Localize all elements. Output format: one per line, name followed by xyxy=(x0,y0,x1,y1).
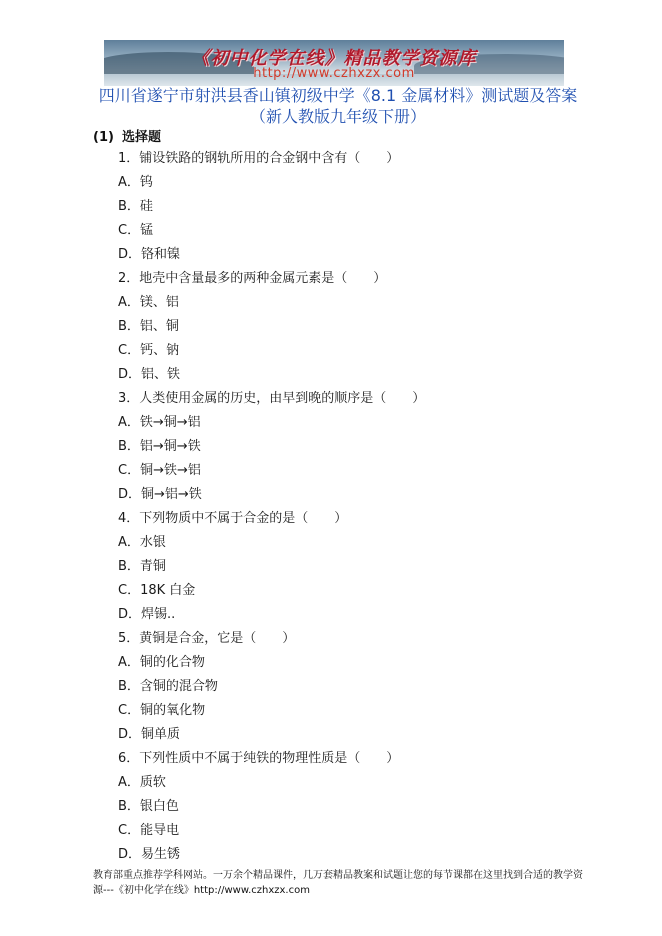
site-banner xyxy=(104,40,564,86)
answer-option: C．钙、钠 xyxy=(118,343,180,358)
question-text: 3．人类使用金属的历史，由早到晚的顺序是（ ） xyxy=(118,391,426,406)
answer-option: D．焊锡.. xyxy=(118,607,176,622)
answer-option: B．铝、铜 xyxy=(118,319,179,334)
answer-option: C．锰 xyxy=(118,223,154,238)
answer-option: C．18K 白金 xyxy=(118,583,196,598)
answer-option: B．硅 xyxy=(118,199,153,214)
answer-option: A．钨 xyxy=(118,175,153,190)
document-title: 四川省遂宁市射洪县香山镇初级中学《8.1 金属材料》测试题及答案（新人教版九年级下册） xyxy=(98,86,578,126)
answer-option: B．铝→铜→铁 xyxy=(118,439,201,454)
answer-option: C．能导电 xyxy=(118,823,180,838)
answer-option: C．铜的氧化物 xyxy=(118,703,206,718)
question-text: 6．下列性质中不属于纯铁的物理性质是（ ） xyxy=(118,751,400,766)
footer-note: 教育部重点推荐学科网站。一万余个精品课件，几万套精品教案和试题让您的每节课都在这里找到合适的教学资源---《初中化学在线》http://www.czhxzx.com xyxy=(93,870,583,896)
question-text: 2．地壳中含量最多的两种金属元素是（ ） xyxy=(118,271,387,286)
question-text: 5．黄铜是合金，它是（ ） xyxy=(118,631,296,646)
answer-option: B．含铜的混合物 xyxy=(118,679,218,694)
answer-option: D．铝、铁 xyxy=(118,367,181,382)
section-label: 选择题 xyxy=(121,130,161,145)
section-heading xyxy=(93,126,161,145)
answer-option: B．银白色 xyxy=(118,799,179,814)
answer-option: A．水银 xyxy=(118,535,166,550)
banner-url-link[interactable]: http://www.czhxzx.com xyxy=(253,66,415,81)
section-number: (1) xyxy=(93,130,114,145)
answer-option: A．铁→铜→铝 xyxy=(118,415,201,430)
answer-option: D．易生锈 xyxy=(118,847,181,862)
answer-option: A．铜的化合物 xyxy=(118,655,205,670)
banner-title: 《初中化学在线》精品教学资源库 xyxy=(191,48,477,69)
answer-option: D．铜→铝→铁 xyxy=(118,487,202,502)
answer-option: D．铬和镍 xyxy=(118,247,181,262)
answer-option: C．铜→铁→铝 xyxy=(118,463,201,478)
question-text: 4．下列物质中不属于合金的是（ ） xyxy=(118,511,348,526)
answer-option: A．质软 xyxy=(118,775,166,790)
answer-option: D．铜单质 xyxy=(118,727,181,742)
answer-option: A．镁、铝 xyxy=(118,295,179,310)
answer-option: B．青铜 xyxy=(118,559,166,574)
question-text: 1．铺设铁路的钢轨所用的合金钢中含有（ ） xyxy=(118,151,400,166)
